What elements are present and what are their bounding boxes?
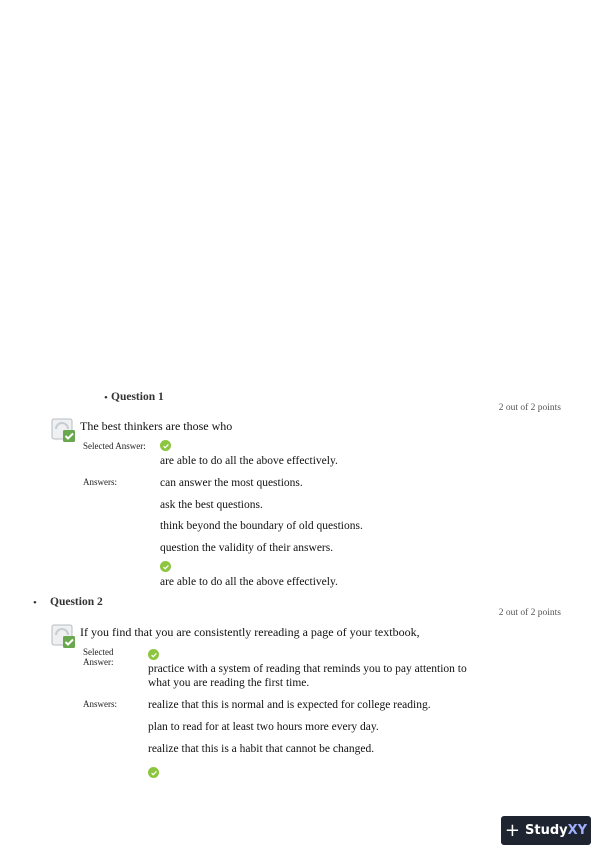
selected-answer-label: Selected: [83, 647, 114, 657]
answer-option-correct: are able to do all the above effectively.: [160, 576, 338, 588]
plus-icon: +: [504, 819, 521, 841]
graded-correct-icon: [51, 624, 76, 649]
check-circle-icon: [160, 440, 171, 451]
answer-option: realize that this is normal and is expected for college reading.: [148, 699, 431, 711]
answer-option: question the validity of their answers.: [160, 542, 334, 554]
list-bullet: •: [33, 597, 37, 609]
graded-correct-icon: [51, 418, 76, 443]
answer-option: realize that this is a habit that cannot be changed.: [148, 743, 375, 755]
question-1-title: Question 1: [111, 391, 164, 403]
selected-answer-text: what you are reading the first time.: [148, 677, 310, 689]
answer-option: plan to read for at least two hours more every day.: [148, 721, 379, 733]
answers-label: Answers:: [83, 477, 117, 487]
logo-text-xy: XY: [567, 823, 588, 838]
question-2-points: 2 out of 2 points: [498, 608, 561, 618]
question-2-text: If you find that you are consistently rereading a page of your textbook,: [80, 625, 420, 639]
list-bullet: •: [104, 392, 108, 404]
selected-answer-label: Answer:: [83, 657, 114, 667]
selected-answer-text: are able to do all the above effectively.: [160, 455, 338, 467]
answers-label: Answers:: [83, 699, 117, 709]
question-2-title: Question 2: [50, 596, 103, 608]
question-1-text: The best thinkers are those who: [80, 419, 233, 433]
answer-option: can answer the most questions.: [160, 477, 303, 489]
selected-answer-label: Selected Answer:: [83, 441, 146, 451]
selected-answer-text: practice with a system of reading that reminds you to pay attention to: [148, 663, 467, 675]
logo-text-study: Study: [525, 823, 568, 838]
check-circle-icon: [148, 767, 159, 778]
check-circle-icon: [148, 649, 159, 660]
answer-option: think beyond the boundary of old questions.: [160, 520, 363, 532]
studyxy-logo: [501, 816, 591, 845]
check-circle-icon: [160, 561, 171, 572]
answer-option: ask the best questions.: [160, 499, 263, 511]
question-1-points: 2 out of 2 points: [498, 403, 561, 413]
